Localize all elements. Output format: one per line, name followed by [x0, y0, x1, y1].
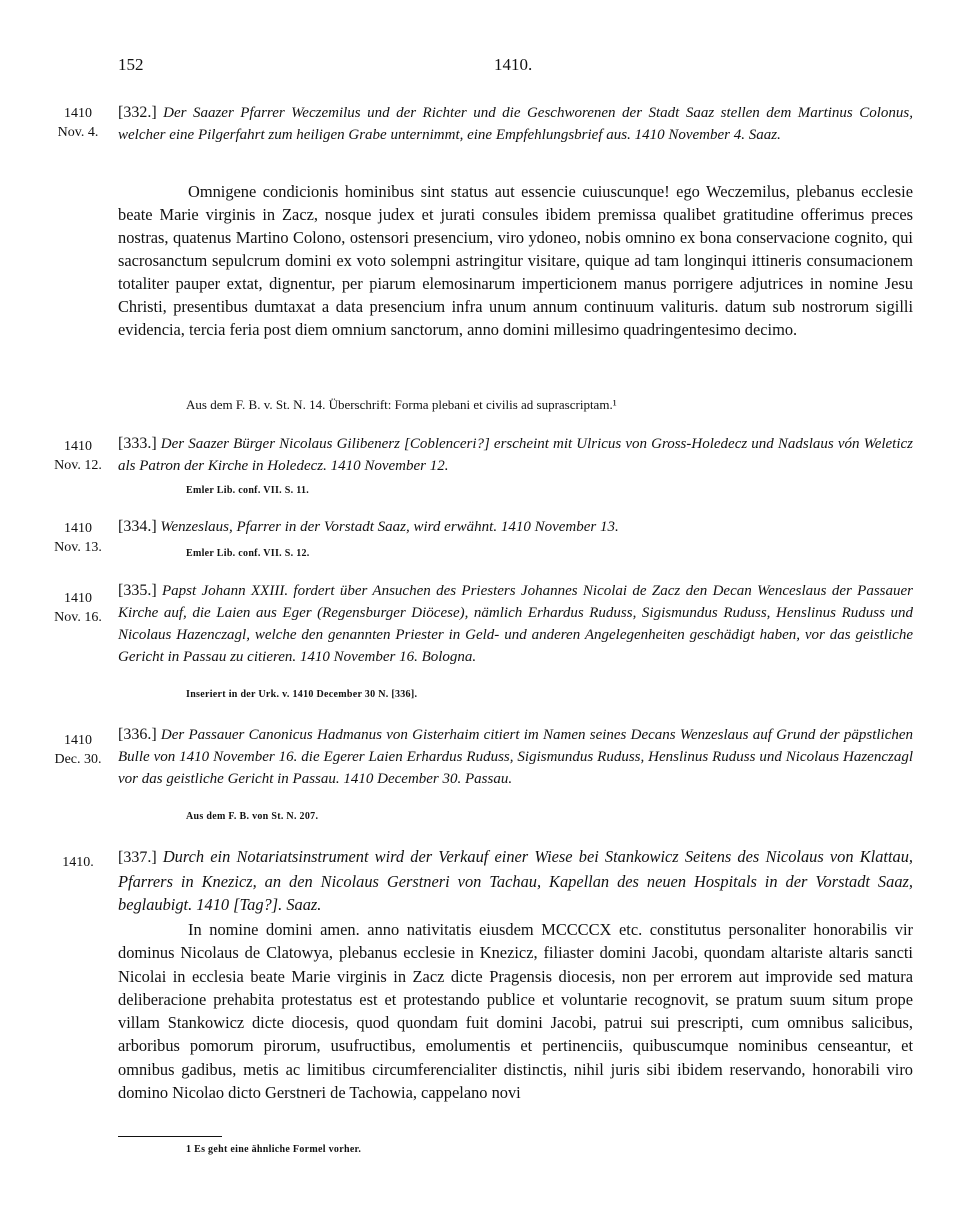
regest-337	[118, 845, 913, 917]
margin-day: Nov. 13.	[54, 540, 102, 555]
entry-number: [336.]	[118, 726, 157, 743]
margin-date-337	[52, 853, 104, 872]
document-text-337: In nomine domini amen. anno nativitatis eiusdem MCCCCX etc. constitutus personaliter honorabilis vir dominus Nicolaus de Clatowya, plebanus ecclesie in Knezicz, filiaster domini Jacobi, quondam altariste altaris sancti Nicolai in ecclesia beate Marie virginis in Zacz dicte Pragensis diocesis, non per errorem aut improvide sed matura deliberacione prehabita protestatus est et protestando publice et voluntarie recognovit, se pratum suum situm prope villam Stankowicz dicte diocesis, quod quondam fuit domini Jacobi, patrui sui prescripti, cum omnibus salicibus, arboribus pomorum pirorum, usufructibus, emolumentis et pertinenciis, quibuscumque nominibus censeantur, et omnibus gadibus, metis ac limitibus circumferencialiter distinctis, nihil juris sibi ibidem reservando, honorabili viro domino Nicolao dicto Gerstneri de Tachowia, cappelano novi	[118, 920, 913, 1103]
entry-number: [337.]	[118, 849, 157, 866]
entry-number: [332.]	[118, 104, 157, 121]
footnote-rule	[118, 1136, 222, 1137]
margin-day: Nov. 12.	[54, 458, 102, 473]
document-text-332: Omnigene condicionis hominibus sint status aut essencie cuiuscunque! ego Weczemilus, plebanus ecclesie beate Marie virginis in Zacz, nosque judex et jurati consules ibidem premissa qualibet gratitudine offerimus preces nostras, quatenus Martino Colono, ostensori presencium, viro ydoneo, nobis omnino ex bona conservacione cognito, qui sacrosanctum sepulcrum domini ex voto solempni astringitur visitare, quique ad tam longinqui ittineris consumacionem totaliter pauper extat, dignentur, per piarum elemosinarum imperticionem manus porrigere adjutrices in nomine Jesu Christi, presentibus dumtaxat a data presencium infra unum annum continuum valituris. datum sub nostrorum sigilli evidencia, tercia feria post diem omnium sanctorum, anno domini millesimo quadringentesimo decimo.	[118, 182, 913, 339]
regest-332	[118, 102, 913, 146]
margin-date-334	[52, 519, 104, 557]
regest-text: Durch ein Notariatsinstrument wird der Verkauf einer Wiese bei Stankowicz Seitens des Nicolaus von Klattau, Pfarrers in Knezicz, an den Nicolaus Gerstneri von Tachau, Kapellan des neuen Hospitals in der Vorstadt Saaz, beglaubigt. 1410 [Tag?]. Saaz.	[118, 847, 913, 914]
regest-text: Wenzeslaus, Pfarrer in der Vorstadt Saaz, wird erwähnt. 1410 November 13.	[160, 519, 619, 535]
margin-year: 1410	[64, 439, 92, 454]
margin-day: Nov. 16.	[54, 610, 102, 625]
footnote: 1 Es geht eine ähnliche Formel vorher.	[186, 1144, 362, 1155]
margin-year: 1410	[64, 733, 92, 748]
margin-day: Dec. 30.	[54, 752, 102, 767]
entry-number: [334.]	[118, 518, 157, 535]
margin-year: 1410	[64, 591, 92, 606]
entry-number: [335.]	[118, 582, 157, 599]
regest-text: Der Saazer Bürger Nicolaus Gilibenerz [Coblenceri?] erscheint mit Ulricus von Gross-Holedecz und Nadslaus vón Weleticz als Patron der Kirche in Holedecz. 1410 November 12.	[118, 436, 914, 474]
margin-year: 1410	[64, 106, 92, 121]
margin-day: Nov. 4.	[57, 125, 99, 140]
source-note-332: Aus dem F. B. v. St. N. 14. Überschrift: Forma plebani et civilis ad suprascriptam.¹	[186, 397, 617, 412]
source-note-334: Emler Lib. conf. VII. S. 12.	[186, 548, 310, 559]
source-note-333: Emler Lib. conf. VII. S. 11.	[186, 485, 310, 496]
regest-text: Der Saazer Pfarrer Weczemilus und der Richter und die Geschworenen der Stadt Saaz stellen dem Martinus Colonus, welcher eine Pilgerfahrt zum heiligen Grabe unternimmt, eine Empfehlungsbrief aus. 1410 November 4. Saaz.	[118, 105, 914, 143]
source-note-335: Inseriert in der Urk. v. 1410 December 30 N. [336].	[186, 689, 418, 700]
regest-333	[118, 433, 913, 477]
margin-year: 1410	[64, 521, 92, 536]
regest-334	[118, 516, 913, 538]
entry-number: [333.]	[118, 435, 157, 452]
margin-year: 1410.	[62, 855, 94, 870]
margin-date-333	[52, 437, 104, 475]
page-number: 152	[118, 55, 144, 74]
regest-335	[118, 580, 913, 668]
regest-336	[118, 724, 913, 790]
regest-text: Der Passauer Canonicus Hadmanus von Gisterhaim citiert im Namen seines Decans Wenzeslaus auf Grund der päpstlichen Bulle von 1410 November 16. die Egerer Laien Erhardus Ruduss, Sigismundus Ruduss, Henslinus Ruduss und Nicolaus Hazenczagl vor das geistliche Gericht in Passau. 1410 December 30. Passau.	[118, 727, 914, 787]
source-note-336: Aus dem F. B. von St. N. 207.	[186, 811, 319, 822]
margin-date-336	[52, 731, 104, 769]
running-head-year: 1410.	[494, 55, 533, 74]
margin-date-332	[52, 104, 104, 142]
regest-text: Papst Johann XXIII. fordert über Ansuchen des Priesters Johannes Nicolai de Zacz den Decan Wenceslaus der Passauer Kirche auf, die Laien aus Eger (Regensburger Diöcese), nämlich Erhardus Ruduss, Sigismundus Ruduss, Henslinus Ruduss und Nicolaus Hazenczagl, welche den genannten Priester in Geld- und anderen Angelegenheiten geschädigt haben, vor das geistliche Gericht in Passau zu citieren. 1410 November 16. Bologna.	[118, 583, 914, 665]
margin-date-335	[52, 589, 104, 627]
